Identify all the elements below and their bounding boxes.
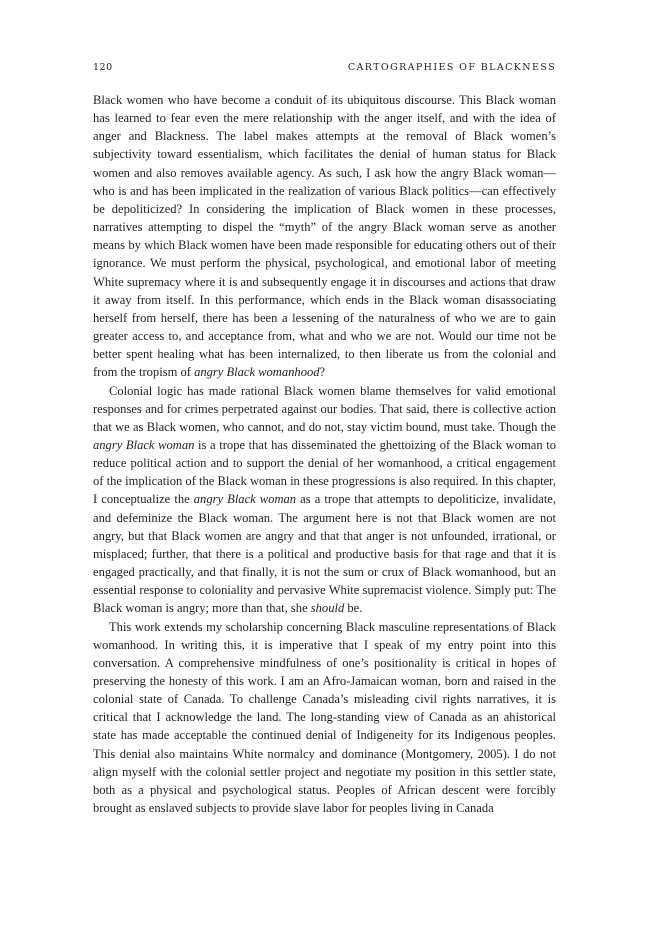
- paragraph: [93, 382, 556, 618]
- emphasis: angry Black womanhood: [194, 365, 320, 380]
- emphasis: angry Black woman: [193, 492, 297, 507]
- paragraph: [93, 618, 556, 818]
- paragraph-text: Black women who have become a conduit of its ubiquitous discourse. This Black woman has learned to fear even the mere relationship with the anger itself, and with the idea of anger and Blackness. The label makes attempts at the removal of Black women’s subjectivity toward essentialism, which facilitates the denial of human status for Black women and also removes available agency. As such, I ask how the angry Black woman—who is and has been implicated in the realization of various Black politics—can effectively be depoliticized? In considering the implication of Black women in these processes, narratives attempting to dispel the “myth” of the angry Black woman serve as another means by which Black women have been made responsible for educating others out of their ignorance. We must perform the physical, psychological, and emotional labor of meeting White supremacy where it is and subsequently engage it in discourses and actions that draw it away from itself. In this performance, which ends in the Black woman disassociating herself from herself, there has been a lessening of the naturalness of who we are to gain greater access to, and acceptance from, what and who we are not. Would our time not be better spent healing what has been internalized, to then liberate us from the colonial and from the tropism of: [93, 93, 556, 380]
- paragraph-text: as a trope that attempts to depoliticize, invalidate, and defeminize the Black woman. The argument here is not that Black women are not angry, but that Black women are angry and that that anger is not unfounded, irrational, or misplaced; further, that there is a political and productive basis for that rage and that it is engaged practically, and that finally, it is not the sum or crux of Black womanhood, but an essential response to coloniality and pervasive White supremacist violence. Simply put: The Black woman is angry; more than that, she: [93, 492, 557, 616]
- page-number: 120: [93, 62, 113, 73]
- paragraph-text: is a trope that has disseminated the ghettoizing of the Black woman to reduce political action and to support the denial of her womanhood, a critical engagement of the implication of the Black woman in these progressions is also required. In this chapter, I conceptualize the: [93, 437, 557, 507]
- body-text: [93, 91, 556, 817]
- emphasis: angry Black woman: [93, 437, 195, 452]
- paragraph-text: Colonial logic has made rational Black women blame themselves for valid emotional responses and for crimes perpetrated against our bodies. That said, there is collective action that we as Black women, who cannot, and do not, stay victim bound, must take. Though the: [93, 383, 556, 434]
- punctuation: ?: [319, 365, 326, 380]
- paragraph: [93, 91, 556, 382]
- paragraph-text: be.: [347, 601, 363, 616]
- running-title: CARTOGRAPHIES OF BLACKNESS: [347, 62, 556, 73]
- paragraph-text: This work extends my scholarship concerning Black masculine representations of Black womanhood. In writing this, it is imperative that I speak of my entry point into this conversation. A comprehensive mindfulness of one’s positionality is critical in hopes of preserving the honesty of this work. I am an Afro-Jamaican woman, born and raised in the colonial state of Canada. To challenge Canada’s misleading civil rights narratives, it is critical that I acknowledge the land. The long-standing view of Canada as an ahistorical state has made acceptable the continued denial of Indigeneity for its Indigenous peoples. This denial also maintains White normalcy and dominance (Montgomery, 2005). I do not align myself with the colonial settler project and negotiate my position in this settler state, both as a physical and psychological status. Peoples of African descent were forcibly brought as enslaved subjects to provide slave labor for peoples living in Canada: [93, 619, 556, 816]
- emphasis: should: [310, 601, 345, 616]
- running-head: [93, 62, 556, 78]
